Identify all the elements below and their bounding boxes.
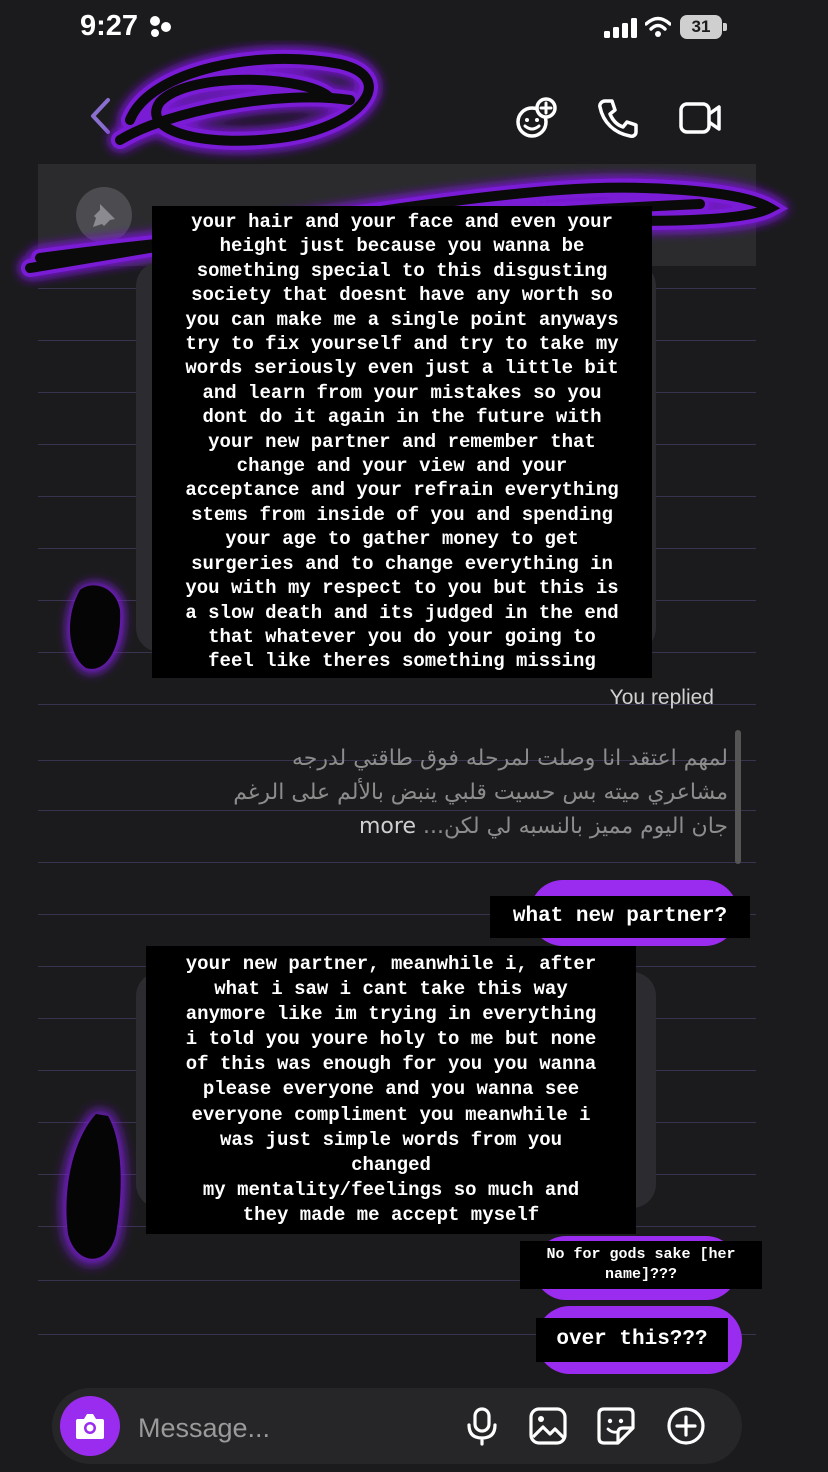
quoted-message[interactable] <box>222 742 728 844</box>
pin-icon <box>90 201 118 229</box>
focus-glyph-icon <box>146 14 176 38</box>
text-caption-overlay: your new partner, meanwhile i, after what i saw i cant take this way anymore like im trying in everything i told you youre holy to me but none of this was enough for you you wanna please everyone and you wanna see everyone compliment you meanwhile i was just simple words from you changed my mentality/feelings so much and they made me accept myself <box>146 946 636 1234</box>
microphone-icon[interactable] <box>462 1406 502 1446</box>
wifi-icon <box>645 16 671 38</box>
text-caption-overlay: over this??? <box>536 1318 728 1362</box>
video-camera-icon[interactable] <box>678 96 722 140</box>
camera-button[interactable] <box>60 1396 120 1456</box>
you-replied-label: You replied <box>609 686 714 709</box>
quoted-more-link[interactable]: more <box>359 814 416 839</box>
pin-button[interactable] <box>76 187 132 243</box>
plus-circle-icon[interactable] <box>666 1406 706 1446</box>
sticker-icon[interactable] <box>596 1406 636 1446</box>
reply-quote-bar <box>735 730 741 864</box>
avatar-redaction-scribble <box>50 568 140 688</box>
chevron-left-icon[interactable] <box>88 96 112 136</box>
camera-icon <box>74 1411 106 1441</box>
battery-level: 31 <box>680 15 722 39</box>
message-input[interactable] <box>136 1406 440 1450</box>
text-caption-overlay: what new partner? <box>490 896 750 938</box>
status-time: 9:27 <box>80 10 139 42</box>
gallery-icon[interactable] <box>528 1406 568 1446</box>
avatar-redaction-scribble <box>40 1096 140 1286</box>
battery-icon <box>680 15 728 39</box>
text-caption-overlay: your hair and your face and even your height just because you wanna be something special to this disgusting society that doesnt have any worth so you can make me a single point anyways try to fix yourself and try to take my words seriously even just a little bit and learn from your mistakes so you dont do it again in the future with your new partner and remember that change and your view and your acceptance and your refrain everything stems from inside of you and spending your age to gather money to get surgeries and to change everything in you with my respect to you but this is a slow death and its judged in the end that whatever you do your going to feel like theres something missing <box>152 206 652 678</box>
add-person-icon[interactable] <box>514 96 558 140</box>
signal-icon <box>604 18 638 38</box>
quoted-message-text: لمهم اعتقد انا وصلت لمرحله فوق طاقتي لدرجه مشاعري ميته بس حسيت قلبي ينبض بالألم على الرغم جان اليوم مميز بالنسبه لي لكن... <box>233 746 728 839</box>
phone-icon[interactable] <box>596 96 640 140</box>
text-caption-overlay: No for gods sake [her name]??? <box>520 1241 762 1289</box>
status-bar <box>0 0 828 56</box>
